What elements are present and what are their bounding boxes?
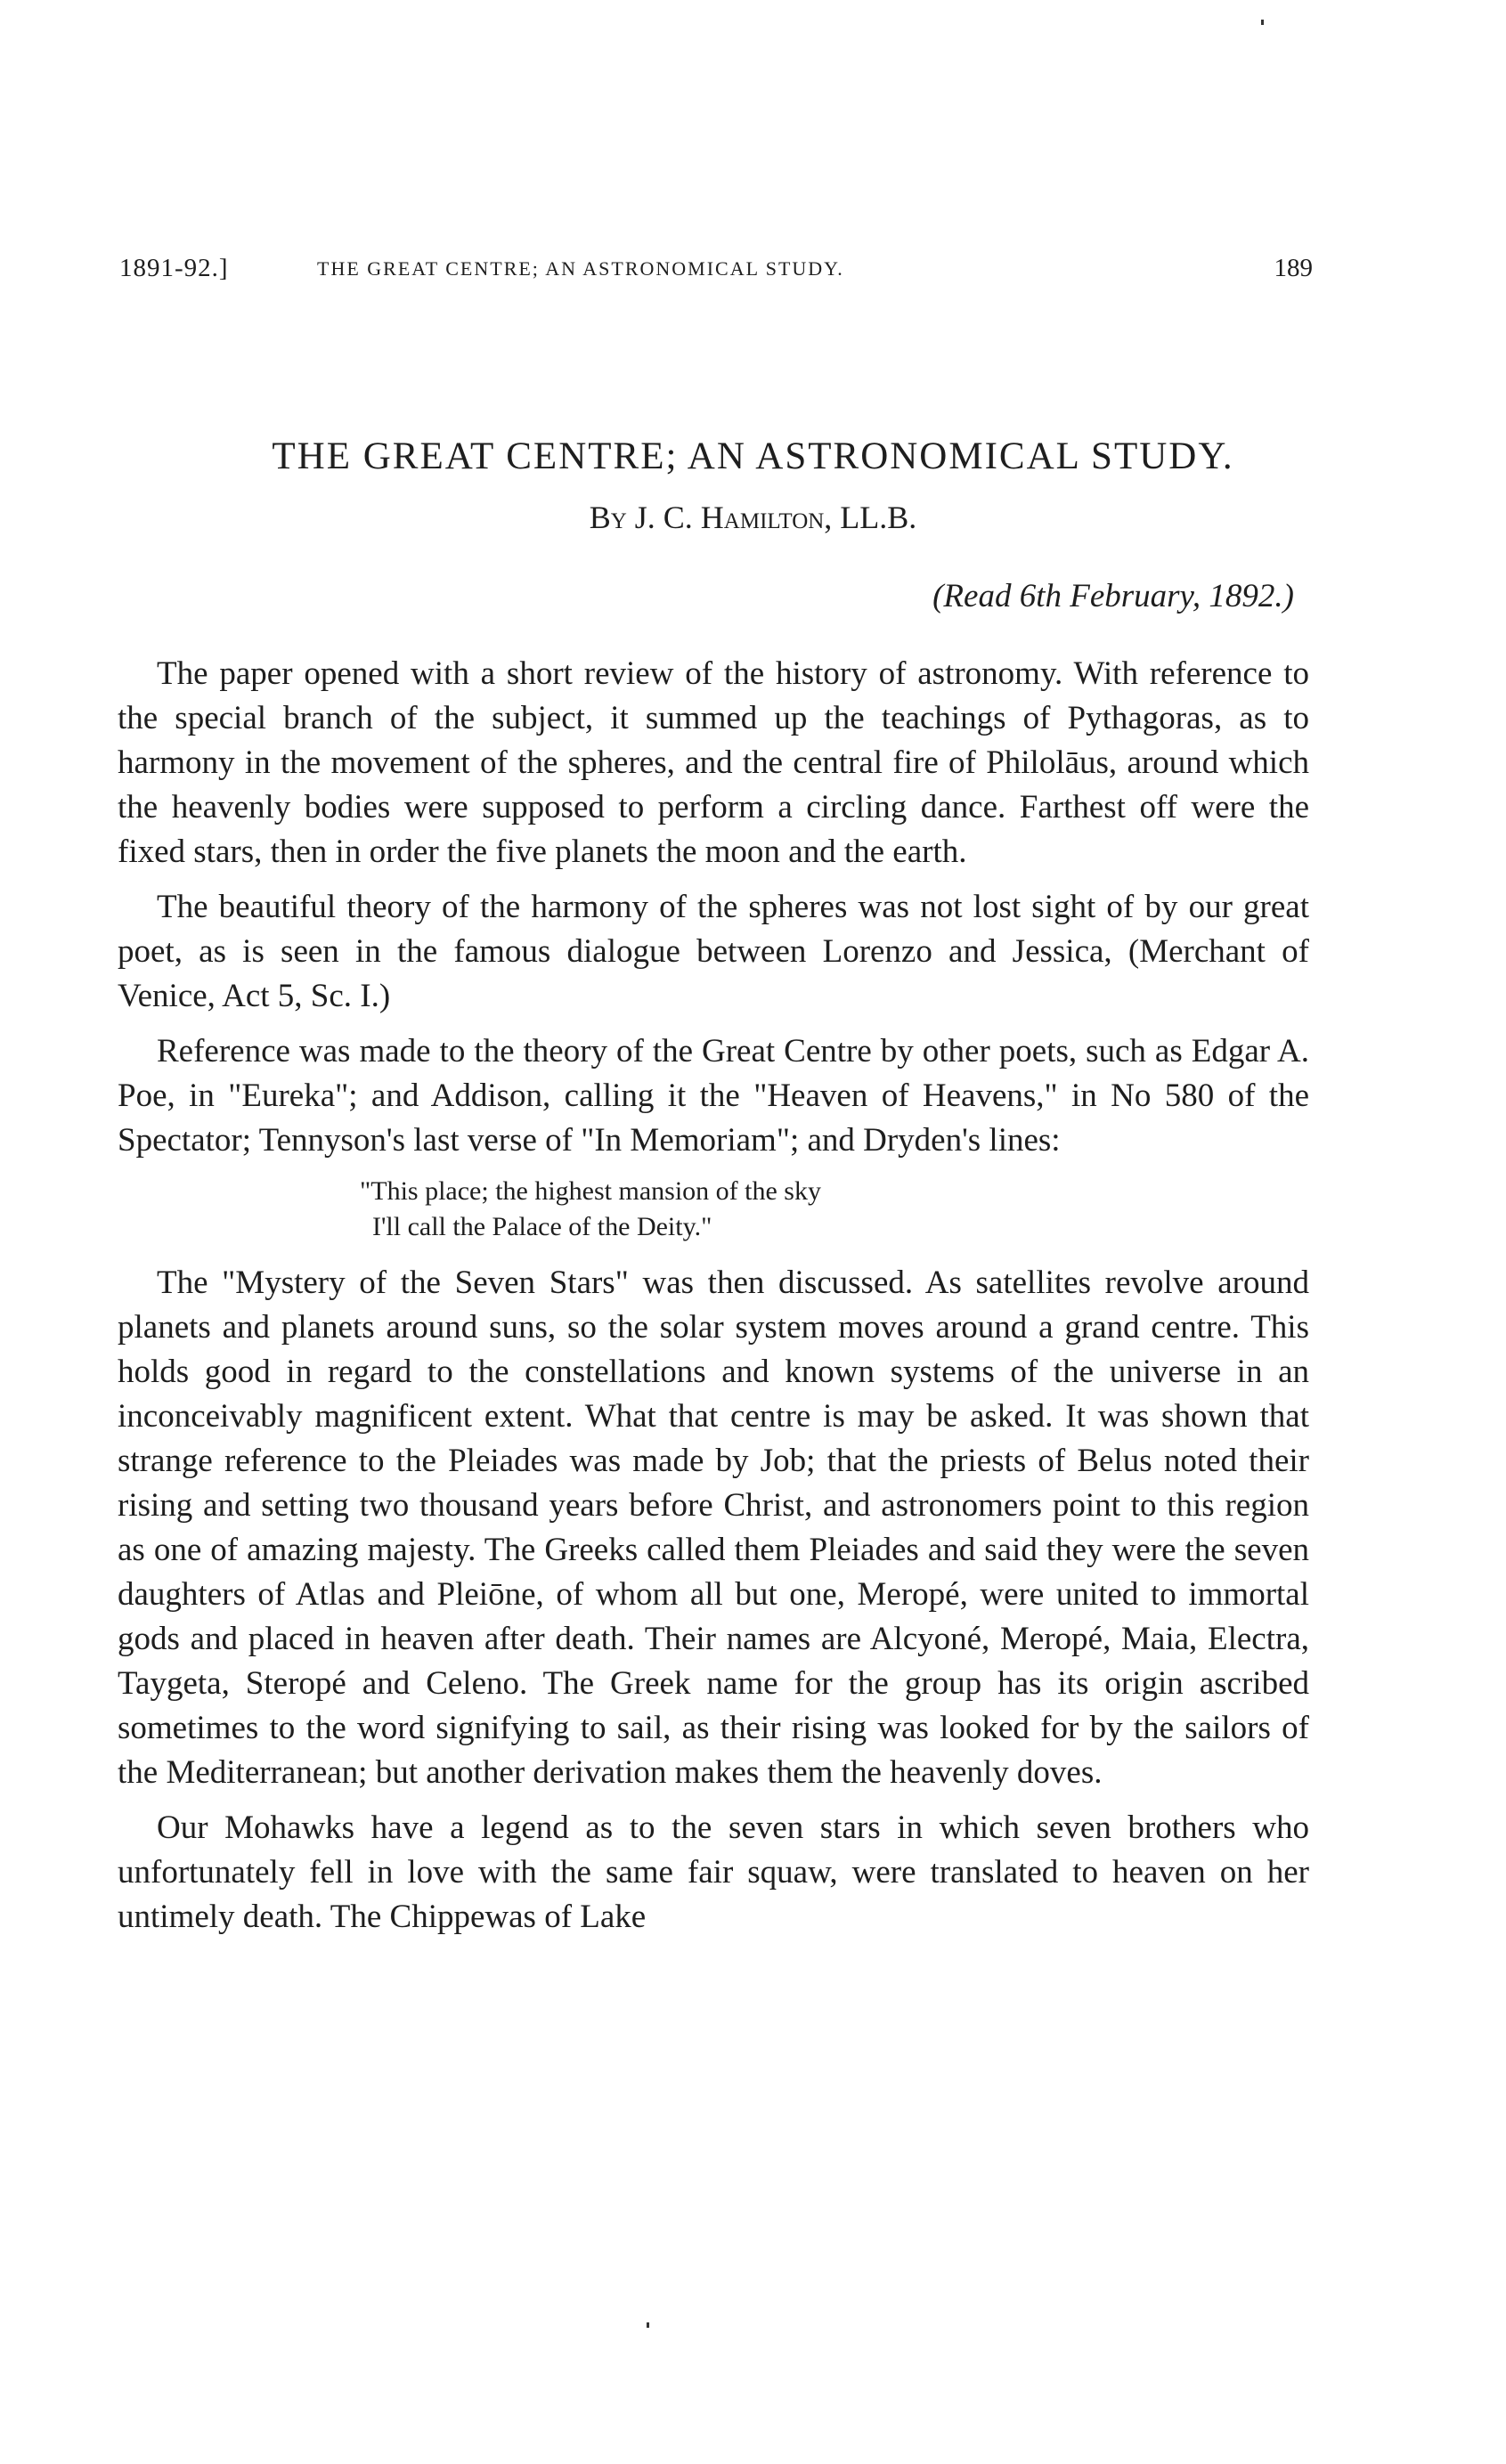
read-date: (Read 6th February, 1892.) [932, 578, 1294, 614]
scan-speck [647, 2322, 649, 2328]
paragraph-seven-stars: The "Mystery of the Seven Stars" was then discussed. As satellites revolve around planets and planets around suns, so the solar system moves around a grand centre. This holds good in regard to the constellations and known systems of the universe in an inconceivably magnificent extent. What that centre is may be asked. It was shown that strange reference to the Pleiades was made by Job; that the priests of Belus noted their rising and setting two thousand years before Christ, and astronomers point to this region as one of amazing majesty. The Greeks called them Pleiades and said they were the seven daughters of Atlas and Pleiōne, of whom all but one, Meropé, were united to immortal gods and placed in heaven after death. Their names are Alcyoné, Meropé, Maia, Electra, Taygeta, Steropé and Celeno. The Greek name for the group has its origin ascribed sometimes to the word signifying to sail, as their rising was looked for by the sailors of the Mediterranean; but another derivation makes them the heavenly doves. [118, 1265, 1309, 1791]
running-head-title: THE GREAT CENTRE; AN ASTRONOMICAL STUDY. [317, 257, 844, 280]
paragraph-great-centre-poets: Reference was made to the theory of the Great Centre by other poets, such as Edgar A. Poe, in "Eureka"; and Addison, calling it the "Heaven of Heavens," in No 580 of the Spectator; Tennyson's last verse of "In Memoriam"; and Dryden's lines: [118, 1033, 1309, 1159]
paragraph-harmony-of-spheres: The beautiful theory of the harmony of the spheres was not lost sight of by our great poet, as is seen in the famous dialogue between Lorenzo and Jessica, (Merchant of Venice, Act 5, Sc. I.) [118, 889, 1309, 1014]
article-title: THE GREAT CENTRE; AN ASTRONOMICAL STUDY. [272, 435, 1234, 477]
author-byline: By J. C. Hamilton, LL.B. [589, 500, 917, 535]
paragraph-history-review: The paper opened with a short review of the history of astronomy. With reference to the special branch of the subject, it summed up the teachings of Pythagoras, as to harmony in the movement of the spheres, and the central fire of Philolāus, around which the heavenly bodies were supposed to perform a circling dance. Farthest off were the fixed stars, then in order the five planets the moon and the earth. [118, 655, 1309, 870]
body-text [118, 652, 1309, 1950]
quote-line-1: "This place; the highest mansion of the sky [360, 1176, 821, 1206]
scan-speck [1261, 20, 1264, 25]
page-number: 189 [1274, 254, 1313, 282]
paragraph-mohawk-legend: Our Mohawks have a legend as to the seven stars in which seven brothers who unfortunately fell in love with the same fair squaw, were translated to heaven on her untimely death. The Chippewas of Lake [118, 1809, 1309, 1935]
dryden-quote [118, 1174, 1309, 1245]
running-head [119, 254, 1313, 289]
quote-line-2: I'll call the Palace of the Deity." [372, 1212, 712, 1241]
running-head-year: 1891-92.] [119, 254, 229, 282]
